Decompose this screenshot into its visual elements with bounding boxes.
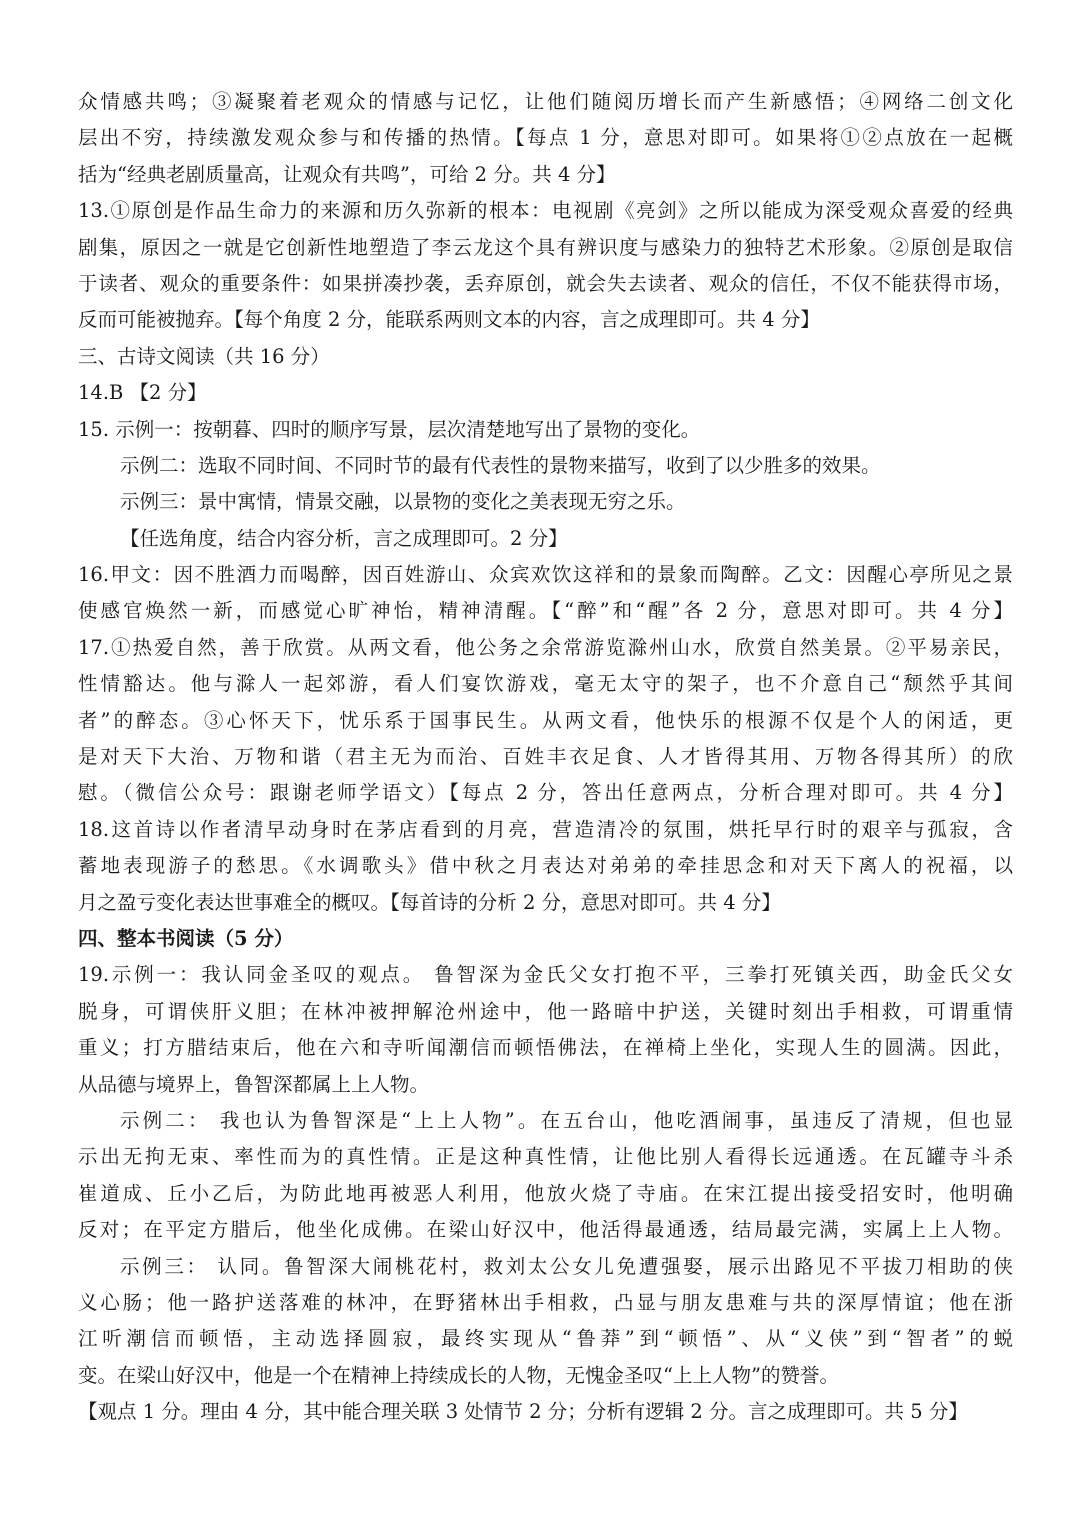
text-line: 是对天下大治、万物和谐（君主无为而治、百姓丰衣足食、人才皆得其用、万物各得其所）的欣 bbox=[78, 745, 1013, 769]
text-line: 13.①原创是作品生命力的来源和历久弥新的根本：电视剧《亮剑》之所以能成为深受观众喜爱的经典 bbox=[78, 199, 1013, 223]
text-line: 示例三： 认同。鲁智深大闹桃花村，救刘太公女儿免遭强娶，展示出路见不平拔刀相助的侠 bbox=[120, 1254, 1013, 1278]
text-line: 于读者、观众的重要条件：如果拼凑抄袭，丢弃原创，就会失去读者、观众的信任，不仅不能获得市场， bbox=[78, 271, 1013, 295]
text-line: 示例二： 我也认为鲁智深是“上上人物”。在五台山，他吃酒闹事，虽违反了清规，但也显 bbox=[120, 1108, 1013, 1132]
text-line: 月之盈亏变化表达世事难全的概叹。【每首诗的分析 2 分，意思对即可。共 4 分】 bbox=[78, 890, 781, 914]
text-line: 18.这首诗以作者清早动身时在茅店看到的月亮，营造清冷的氛围，烘托早行时的艰辛与孤寂，含 bbox=[78, 817, 1013, 841]
text-line: 崔道成、丘小乙后，为防此地再被恶人利用，他放火烧了寺庙。在宋江提出接受招安时，他明确 bbox=[78, 1181, 1013, 1205]
section-heading: 三、古诗文阅读（共 16 分） bbox=[78, 344, 330, 368]
text-line: 江听潮信而顿悟，主动选择圆寂，最终实现从“鲁莽”到“顿悟”、从“义侠”到“智者”的蜕 bbox=[78, 1327, 1013, 1351]
text-line: 反而可能被抛弃。【每个角度 2 分，能联系两则文本的内容，言之成理即可。共 4 分】 bbox=[78, 308, 820, 332]
text-line: 性情豁达。他与滁人一起郊游，看人们宴饮游戏，毫无太守的架子，也不介意自己“颓然乎其间 bbox=[78, 672, 1013, 696]
text-line: 重义；打方腊结束后，他在六和寺听闻潮信而顿悟佛法，在禅椅上坐化，实现人生的圆满。因此， bbox=[78, 1036, 1013, 1060]
text-line: 【观点 1 分。理由 4 分，其中能合理关联 3 处情节 2 分；分析有逻辑 2 分。言之成理即可。共 5 分】 bbox=[78, 1400, 968, 1424]
text-line: 反对；在平定方腊后，他坐化成佛。在梁山好汉中，他活得最通透，结局最完满，实属上上人物。 bbox=[78, 1218, 1013, 1242]
text-line: 19.示例一：我认同金圣叹的观点。 鲁智深为金氏父女打抱不平，三拳打死镇关西，助金氏父女 bbox=[78, 963, 1013, 987]
text-line: 义心肠；他一路护送落难的林冲，在野猪林出手相救，凸显与朋友患难与共的深厚情谊；他在浙 bbox=[78, 1290, 1013, 1314]
text-line: 使感官焕然一新，而感觉心旷神怡，精神清醒。【“醉”和“醒”各 2 分，意思对即可。共 4 分】 bbox=[78, 599, 1013, 623]
text-line: 变。在梁山好汉中，他是一个在精神上持续成长的人物，无愧金圣叹“上上人物”的赞誉。 bbox=[78, 1363, 839, 1387]
text-line: 示例三：景中寓情，情景交融，以景物的变化之美表现无穷之乐。 bbox=[120, 490, 686, 514]
text-line: 众情感共鸣；③凝聚着老观众的情感与记忆，让他们随阅历增长而产生新感悟；④网络二创文化 bbox=[78, 90, 1013, 113]
text-line: 17.①热爱自然，善于欣赏。从两文看，他公务之余常游览滁州山水，欣赏自然美景。②平易亲民， bbox=[78, 635, 1013, 659]
text-line: 者”的醉态。③心怀天下，忧乐系于国事民生。从两文看，他快乐的根源不仅是个人的闲适，更 bbox=[78, 708, 1013, 732]
text-line: 【任选角度，结合内容分析，言之成理即可。2 分】 bbox=[120, 526, 568, 550]
text-line: 层出不穷，持续激发观众参与和传播的热情。【每点 1 分，意思对即可。如果将①②点放在一起概 bbox=[78, 126, 1013, 150]
text-line: 14.B 【2 分】 bbox=[78, 381, 207, 405]
section-heading: 四、整本书阅读（5 分） bbox=[78, 926, 294, 950]
text-line: 16.甲文：因不胜酒力而喝醉，因百姓游山、众宾欢饮这祥和的景象而陶醉。乙文：因醒心亭所见之景 bbox=[78, 563, 1013, 587]
text-line: 示例二：选取不同时间、不同时节的最有代表性的景物来描写，收到了以少胜多的效果。 bbox=[120, 453, 881, 477]
text-line: 慰。（微信公众号：跟谢老师学语文）【每点 2 分，答出任意两点，分析合理对即可。共 4 分】 bbox=[78, 781, 1013, 805]
text-line: 示出无拘无束、率性而为的真性情。正是这种真性情，让他比别人看得长远通透。在瓦罐寺斗杀 bbox=[78, 1145, 1013, 1169]
text-line: 蓄地表现游子的愁思。《水调歌头》借中秋之月表达对弟弟的牵挂思念和对天下离人的祝福，以 bbox=[78, 854, 1013, 878]
text-line: 脱身，可谓侠肝义胆；在林冲被押解沧州途中，他一路暗中护送，关键时刻出手相救，可谓重情 bbox=[78, 999, 1013, 1023]
text-line: 剧集，原因之一就是它创新性地塑造了李云龙这个具有辨识度与感染力的独特艺术形象。②原创是取信 bbox=[78, 235, 1013, 259]
text-line: 从品德与境界上，鲁智深都属上上人物。 bbox=[78, 1072, 430, 1096]
answer-key-page bbox=[78, 84, 1013, 1430]
text-line: 括为“经典老剧质量高，让观众有共鸣”，可给 2 分。共 4 分】 bbox=[78, 162, 616, 186]
text-line: 15. 示例一：按朝暮、四时的顺序写景，层次清楚地写出了景物的变化。 bbox=[78, 417, 701, 441]
